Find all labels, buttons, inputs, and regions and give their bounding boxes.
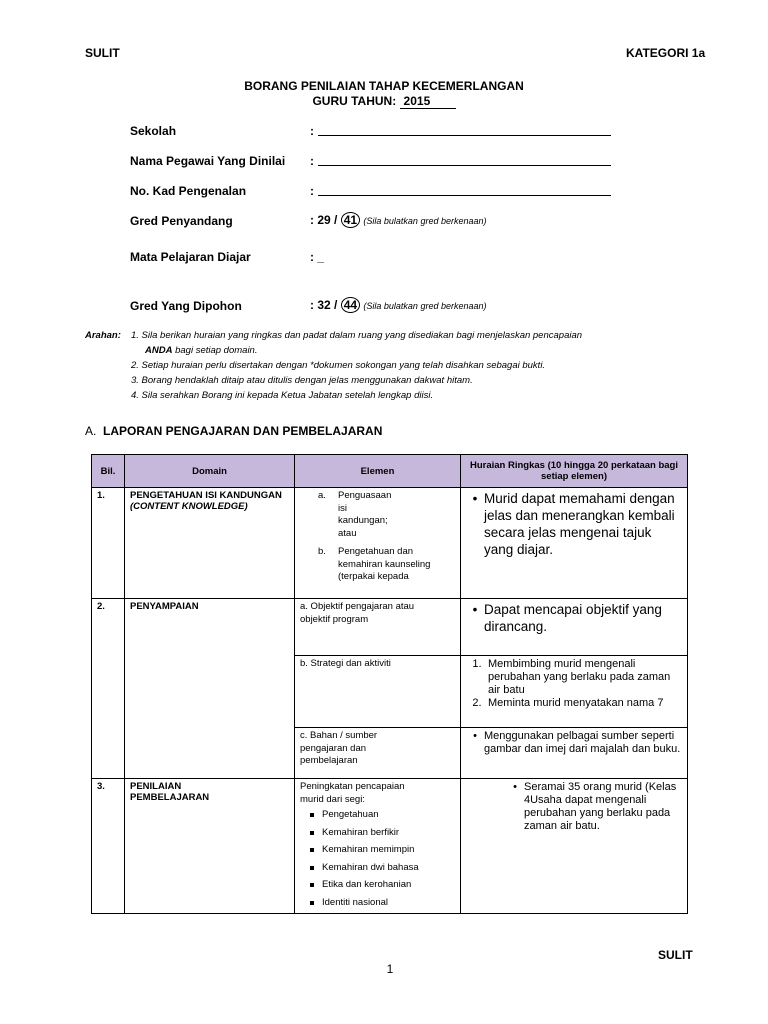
elemen-cell: a. Penguasaan isi kandungan; atau b. Pengetahuan dan kemahiran kaunseling (terpakai kepada (295, 488, 461, 599)
header-left-label: SULIT (85, 46, 120, 60)
list-item: Kemahiran dwi bahasa (314, 859, 455, 877)
instructions-list (131, 328, 696, 403)
huraian-text: Meminta murid menyatakan nama 7 (488, 697, 664, 709)
gred-dipohon-value: : 32 / 44 (Sila bulatkan gred berkenaan) (310, 298, 487, 312)
table-row (92, 599, 688, 656)
row-number: 2. (92, 599, 125, 779)
elemen-b-text: Pengetahuan dan kemahiran kaunseling (terpakai kepada (338, 546, 431, 582)
huraian-text: Murid dapat memahami dengan jelas dan menerangkan kembali secara jelas mengenai tajuk yang diajar. (484, 491, 675, 557)
field-label-gred-penyandang: Gred Penyandang (130, 214, 233, 228)
elemen-cell: a. Objektif pengajaran atau objektif program (295, 599, 461, 656)
list-item: Pengetahuan (314, 806, 455, 824)
instruction-1-cont: ANDA bagi setiap domain. (145, 345, 258, 356)
gred-penyandang-value: : 29 / 41 (Sila bulatkan gred berkenaan) (310, 213, 487, 227)
elemen-cell: b. Strategi dan aktiviti (295, 656, 461, 728)
header-category-label: KATEGORI 1a (626, 46, 706, 60)
field-label-nama-pegawai: Nama Pegawai Yang Dinilai (130, 154, 286, 168)
field-label-gred-dipohon: Gred Yang Dipohon (130, 299, 242, 313)
col-header-elemen: Elemen (295, 455, 461, 488)
row-number: 3. (92, 779, 125, 914)
huraian-text: Menggunakan pelbagai sumber seperti gambar dan imej dari majalah dan buku. (484, 730, 681, 755)
list-item: Kemahiran berfikir (314, 824, 455, 842)
gred-dipohon-circled[interactable]: 44 (341, 297, 360, 313)
field-label-kad-pengenalan: No. Kad Pengenalan (130, 184, 247, 198)
mata-pelajaran-value[interactable]: : _ (310, 250, 325, 264)
list-item: Etika dan kerohanian (314, 876, 455, 894)
col-header-huraian: Huraian Ringkas (10 hingga 20 perkataan bagi setiap elemen) (461, 455, 688, 488)
row-number: 1. (92, 488, 125, 599)
col-header-domain: Domain (125, 455, 295, 488)
kad-pengenalan-input-line[interactable] (318, 195, 611, 196)
huraian-cell[interactable]: • Murid dapat memahami dengan jelas dan menerangkan kembali secara jelas mengenai tajuk yang diajar. (461, 488, 688, 599)
instruction-2: 2. Setiap huraian perlu disertakan dengan *dokumen sokongan yang telah disahkan sebagai bukti. (131, 360, 546, 371)
year-label: GURU TAHUN: (312, 94, 397, 108)
page-number: 1 (386, 962, 394, 976)
domain-cell: PENYAMPAIAN (125, 599, 295, 779)
domain-cell: PENGETAHUAN ISI KANDUNGAN (CONTENT KNOWLEDGE) (125, 488, 295, 599)
table-row (92, 779, 688, 914)
table-row (92, 488, 688, 599)
nama-pegawai-input-line[interactable] (318, 165, 611, 166)
field-colon: : (310, 124, 314, 138)
gred-penyandang-circled[interactable]: 41 (341, 212, 360, 228)
huraian-text: Dapat mencapai objektif yang dirancang. (484, 602, 662, 634)
instruction-4: 4. Sila serahkan Borang ini kepada Ketua Jabatan setelah lengkap diisi. (131, 390, 434, 401)
elemen-cell: Peningkatan pencapaian murid dari segi: Pengetahuan Kemahiran berfikir Kemahiran memimpin Kemahiran dwi bahasa Etika dan kerohanian Identiti nasional (295, 779, 461, 914)
footer-label: SULIT (658, 948, 693, 962)
huraian-cell[interactable]: • Dapat mencapai objektif yang dirancang. (461, 599, 688, 656)
elemen-a-text: Penguasaan isi kandungan; atau (338, 490, 392, 539)
table-header-row (92, 455, 688, 488)
year-value[interactable]: 2015 (400, 94, 456, 109)
form-title: BORANG PENILAIAN TAHAP KECEMERLANGAN (244, 79, 524, 93)
sekolah-input-line[interactable] (318, 135, 611, 136)
domain-cell: PENILAIAN PEMBELAJARAN (125, 779, 295, 914)
field-label-mata-pelajaran: Mata Pelajaran Diajar (130, 250, 251, 264)
huraian-cell[interactable]: • Menggunakan pelbagai sumber seperti gambar dan imej dari majalah dan buku. (461, 728, 688, 779)
list-item: Kemahiran memimpin (314, 841, 455, 859)
report-table (91, 454, 688, 914)
elemen-cell: c. Bahan / sumber pengajaran dan pembelajaran (295, 728, 461, 779)
form-subtitle (0, 94, 768, 109)
huraian-cell[interactable]: 1. Membimbing murid mengenali perubahan yang berlaku pada zaman air batu 2. Meminta murid menyatakan nama 7 (461, 656, 688, 728)
instructions-label: Arahan: (85, 330, 121, 341)
gred-note: (Sila bulatkan gred berkenaan) (363, 301, 487, 311)
col-header-bil: Bil. (92, 455, 125, 488)
instruction-1: 1. Sila berikan huraian yang ringkas dan padat dalam ruang yang disediakan bagi menjelaskan pencapaian (131, 330, 583, 341)
instruction-3: 3. Borang hendaklah ditaip atau ditulis dengan jelas menggunakan dakwat hitam. (131, 375, 473, 386)
gred-note: (Sila bulatkan gred berkenaan) (363, 216, 487, 226)
field-colon: : (310, 154, 314, 168)
huraian-text: Seramai 35 orang murid (Kelas 4Usaha dapat mengenali perubahan yang berlaku pada zaman air batu. (524, 781, 677, 832)
section-heading: A. LAPORAN PENGAJARAN DAN PEMBELAJARAN (85, 424, 383, 438)
huraian-cell[interactable]: • Seramai 35 orang murid (Kelas 4Usaha dapat mengenali perubahan yang berlaku pada zaman air batu. (461, 779, 688, 914)
elemen-list (300, 806, 455, 911)
huraian-text: Membimbing murid mengenali perubahan yang berlaku pada zaman air batu (488, 658, 671, 696)
field-colon: : (310, 184, 314, 198)
field-label-sekolah: Sekolah (130, 124, 177, 138)
list-item: Identiti nasional (314, 894, 455, 912)
